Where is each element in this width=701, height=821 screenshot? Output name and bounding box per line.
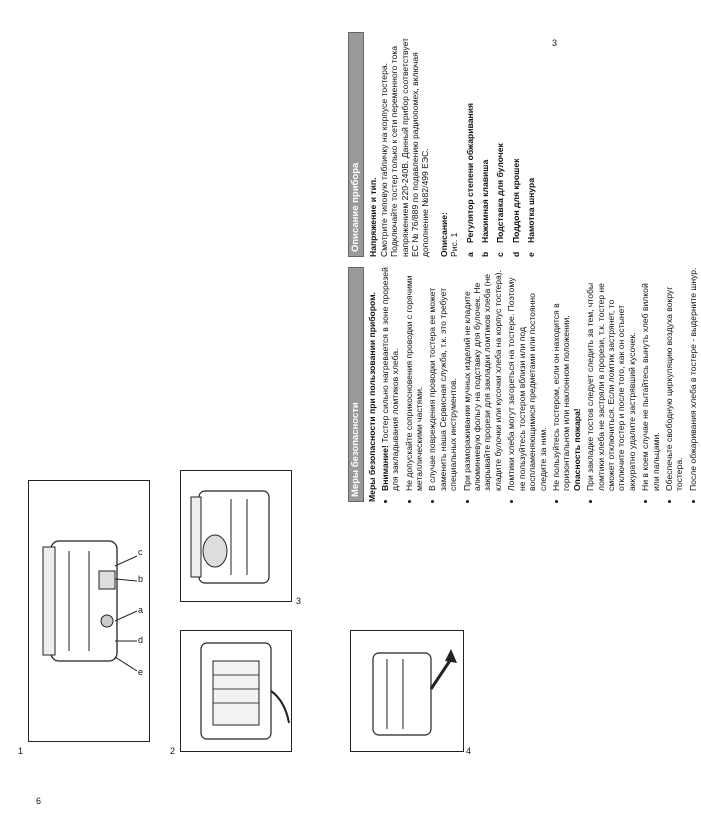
page-number-right: 3 (552, 38, 558, 48)
safety-column (348, 267, 701, 502)
safety-header: Меры безопасности (348, 267, 364, 502)
voltage-text: Смотрите типовую табличку на корпусе тостера. Подключайте тостер только к сети переменного тока напряжением 220-240В. Данный прибор соответствует ЕС № 76/889 по подавлению радиопомех, включая дополнение №82/499 ЕЭС. (378, 37, 431, 257)
safety-item: • Обеспечьте свободную циркуляцию воздуха вокруг тостера. (664, 267, 685, 491)
safety-item: • При размораживании мучных изделий не кладите алюминиевую фольгу на подставку для булочек. Не закрывайте прорези для закладки ломтиков хлеба (не кладите булочки или кусочки хлеба на корпус тостера). (462, 267, 504, 491)
safety-title: Меры безопасности при пользовании прибором. (367, 292, 378, 502)
figure-1-number: 1 (18, 746, 24, 756)
safety-item: • После обжаривания хлеба в тостере - выдерните шнур. (688, 267, 698, 491)
figure-2-number: 2 (170, 746, 176, 756)
safety-item: • Ломтики хлеба могут загореться на тостере. Поэтому не пользуйтесь тостером вблизи или под воспламеняющимися предметами или постоянно следите за ним. (506, 267, 548, 491)
figure-1-toaster-illustration (29, 481, 149, 741)
safety-item: • Внимание! Тостер сильно нагревается в зоне прорезей для закладывания ломтиков хлеба. (380, 267, 401, 491)
safety-item: • Ни в коем случае не пытайтесь вынуть хлеб вилкой или пальцами. (640, 267, 661, 491)
figure-1-callout-c: c (138, 547, 143, 557)
figure-1-callout-e: e (138, 667, 144, 677)
figure-4 (350, 630, 464, 752)
part-row-a: a Регулятор степени обжаривания (464, 103, 475, 257)
page-number-left: 6 (36, 796, 42, 806)
figure-2 (180, 630, 292, 752)
part-row-d: d Поддон для крошек (510, 158, 521, 257)
figure-3-toaster-illustration (181, 471, 291, 601)
description-header: Описание прибора (348, 32, 364, 257)
figure-1-callout-b: b (138, 574, 144, 584)
figure-4-number: 4 (466, 746, 472, 756)
rotated-text-area (348, 22, 698, 502)
figure-1 (28, 480, 150, 742)
safety-item: • Не допускайте соприкосновения проводки с горячими металлическими частями. (404, 267, 425, 491)
safety-item: • Не пользуйтесь тостером, если он находится в горизонтальном или наклонном положении. Опасность пожара! (551, 267, 582, 491)
voltage-title: Напряжение и тип. (368, 177, 379, 257)
figure-3-number: 3 (296, 596, 302, 606)
part-row-e: e Намотка шнура (526, 178, 537, 257)
safety-item: • В случае повреждения проводки тостера ее может заменить наша Сервисная служба, т.к. это требует специальных инструментов. (427, 267, 458, 491)
figure-2-toaster-illustration (181, 631, 291, 751)
fig-ref: Рис. 1 (449, 232, 460, 257)
safety-item: • При закладке тостов следует следить за тем, чтобы ломтики хлеба не застряли в прорези, т.к. тостер не сможет отключиться. Если ломтик застрянет, то отключите тостер и после того, как он остынет аккуратно удалите застрявший кусочек. (585, 267, 637, 491)
figure-1-callout-d: d (138, 635, 144, 645)
part-row-b: b Нажимная клавиша (480, 159, 491, 257)
description-column (348, 32, 542, 257)
figure-3 (180, 470, 292, 602)
part-row-c: c Подставка для булочек (495, 143, 506, 257)
desc-title: Описание: (438, 212, 449, 257)
safety-list (380, 267, 698, 502)
figure-1-callout-a: a (138, 605, 144, 615)
figure-4-toaster-illustration (351, 631, 463, 751)
